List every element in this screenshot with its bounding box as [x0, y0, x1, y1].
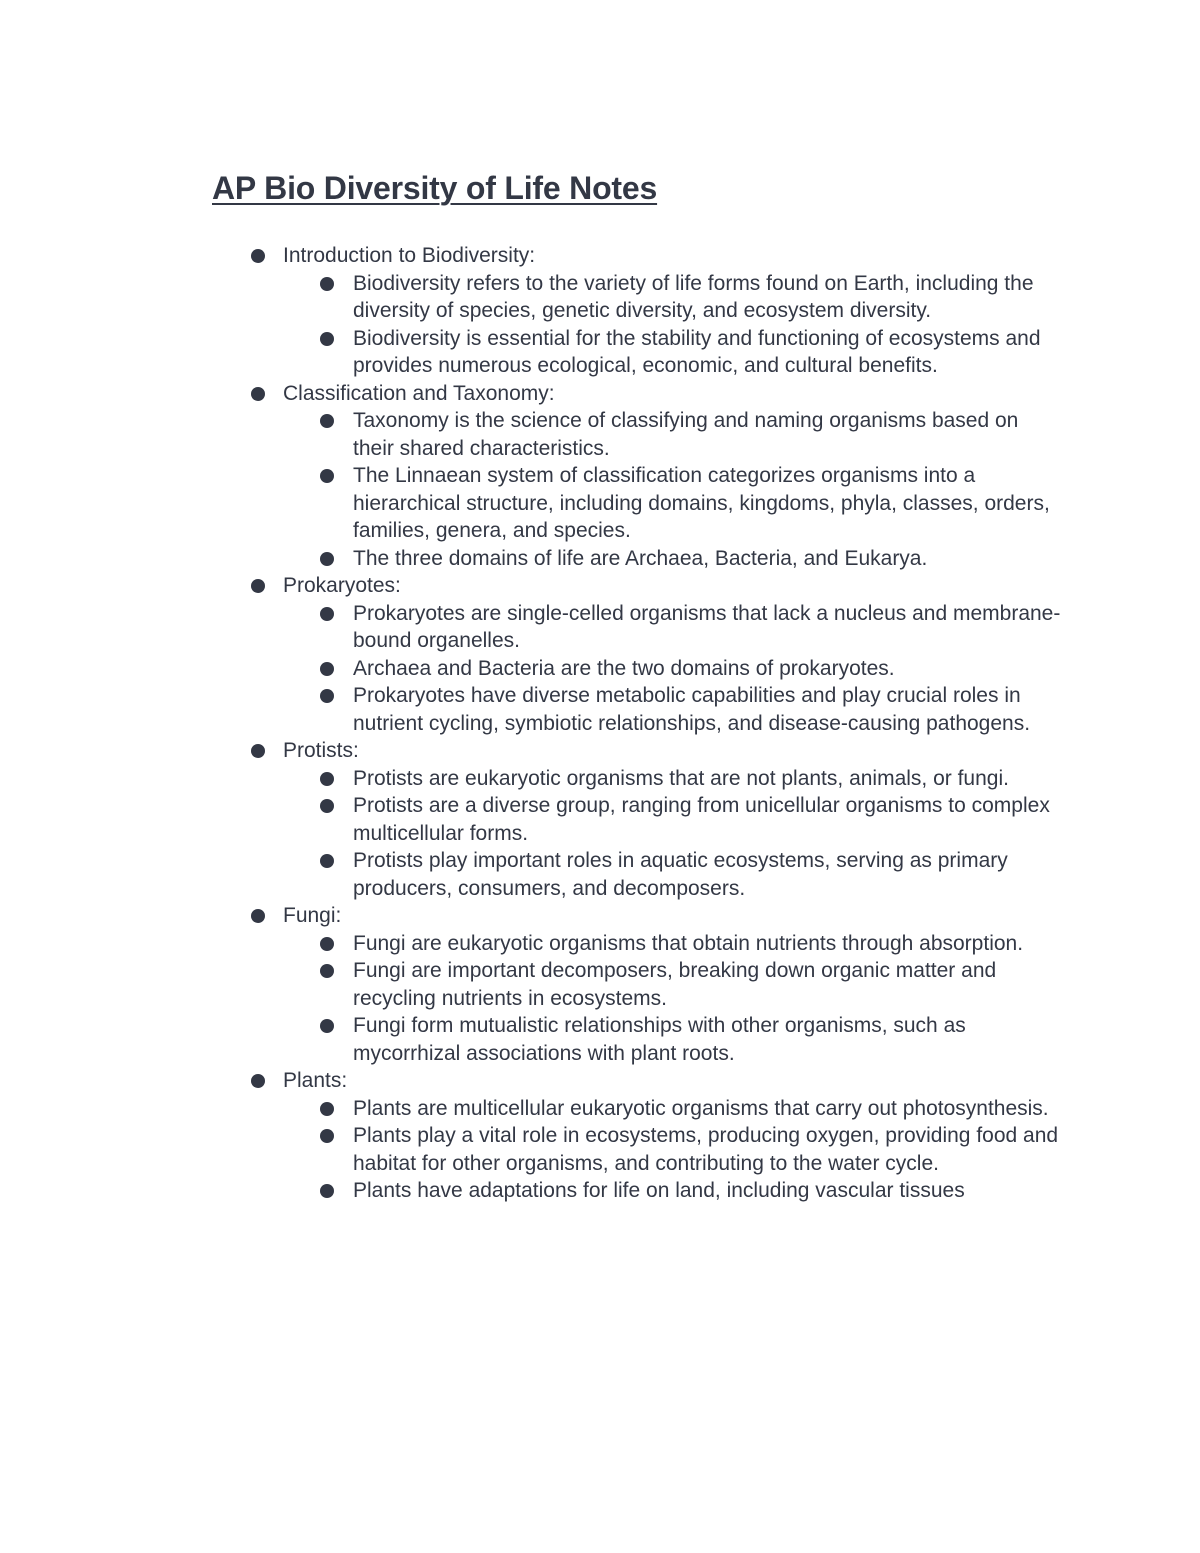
section-heading [0, 242, 1200, 270]
bullet-icon [320, 1102, 334, 1116]
sub-list [0, 407, 1200, 572]
bullet-icon [320, 964, 334, 978]
list-item-text: Protists play important roles in aquatic ecosystems, serving as primary producers, consumers, and decomposers. [353, 849, 1008, 900]
list-item [0, 792, 1063, 847]
bullet-icon [320, 1184, 334, 1198]
list-item-text: Prokaryotes have diverse metabolic capabilities and play crucial roles in nutrient cycling, symbiotic relationships, and disease-causing pathogens. [353, 684, 1031, 735]
bullet-icon [251, 387, 265, 401]
section-heading [0, 737, 1200, 765]
list-item-text: Biodiversity refers to the variety of life forms found on Earth, including the diversity of species, genetic diversity, and ecosystem diversity. [353, 271, 1034, 322]
bullet-icon [320, 662, 334, 676]
bullet-icon [320, 277, 334, 291]
sub-list [0, 270, 1200, 380]
bullet-icon [251, 909, 265, 923]
list-item-text: Plants play a vital role in ecosystems, producing oxygen, providing food and habitat for other organisms, and contributing to the water cycle. [353, 1124, 1059, 1175]
section-heading-text: Protists: [283, 739, 359, 762]
page-title: AP Bio Diversity of Life Notes [212, 170, 658, 206]
section-heading [0, 572, 1200, 600]
list-item [0, 545, 1063, 573]
list-item-text: Plants have adaptations for life on land, including vascular tissues [353, 1179, 965, 1202]
bullet-icon [251, 249, 265, 263]
list-item [0, 847, 1063, 902]
bullet-icon [320, 937, 334, 951]
list-item-text: Prokaryotes are single-celled organisms that lack a nucleus and membrane-bound organelles. [353, 601, 1061, 652]
section-fungi [0, 902, 1200, 1067]
section-heading [0, 1067, 1200, 1095]
list-item-text: Biodiversity is essential for the stability and functioning of ecosystems and provides numerous ecological, economic, and cultural benefits. [353, 326, 1041, 377]
section-heading [0, 902, 1200, 930]
section-introduction-to-biodiversity [0, 242, 1200, 380]
list-item [0, 655, 1063, 683]
list-item-text: Fungi form mutualistic relationships with other organisms, such as mycorrhizal associations with plant roots. [353, 1014, 966, 1065]
bullet-icon [320, 689, 334, 703]
bullet-icon [320, 332, 334, 346]
bullet-icon [320, 552, 334, 566]
sub-list [0, 600, 1200, 738]
list-item [0, 270, 1063, 325]
sub-list [0, 930, 1200, 1068]
list-item [0, 1095, 1063, 1123]
list-item-text: Plants are multicellular eukaryotic organisms that carry out photosynthesis. [353, 1096, 1049, 1120]
list-item [0, 325, 1063, 380]
list-item [0, 1012, 1063, 1067]
bullet-icon [320, 414, 334, 428]
section-heading-text: Prokaryotes: [283, 574, 401, 597]
section-heading-text: Fungi: [283, 904, 342, 927]
bullet-icon [251, 744, 265, 758]
list-item [0, 682, 1063, 737]
sub-list [0, 1095, 1200, 1205]
bullet-icon [251, 579, 265, 593]
bullet-icon [320, 772, 334, 786]
list-item-text: Protists are eukaryotic organisms that are not plants, animals, or fungi. [353, 766, 1009, 790]
list-item [0, 957, 1063, 1012]
list-item [0, 600, 1063, 655]
section-heading [0, 380, 1200, 408]
list-item-text: The Linnaean system of classification categorizes organisms into a hierarchical structure, including domains, kingdoms, phyla, classes, orders, families, genera, and species. [353, 464, 1050, 542]
section-plants [0, 1067, 1200, 1205]
bullet-icon [251, 1074, 265, 1088]
bullet-icon [320, 1129, 334, 1143]
bullet-icon [320, 1019, 334, 1033]
notes-outline [0, 242, 1200, 1205]
section-classification-and-taxonomy [0, 380, 1200, 573]
bullet-icon [320, 607, 334, 621]
list-item [0, 1122, 1063, 1177]
bullet-icon [320, 469, 334, 483]
bullet-icon [320, 799, 334, 813]
section-heading-text: Introduction to Biodiversity: [283, 244, 536, 267]
list-item [0, 1177, 1063, 1205]
list-item [0, 765, 1063, 793]
list-item [0, 407, 1063, 462]
section-heading-text: Plants: [283, 1069, 348, 1092]
section-prokaryotes [0, 572, 1200, 737]
list-item [0, 462, 1063, 545]
list-item-text: Protists are a diverse group, ranging from unicellular organisms to complex multicellular forms. [353, 794, 1050, 845]
bullet-icon [320, 854, 334, 868]
list-item-text: Taxonomy is the science of classifying and naming organisms based on their shared characteristics. [353, 409, 1019, 460]
list-item-text: Archaea and Bacteria are the two domains of prokaryotes. [353, 656, 895, 680]
list-item-text: Fungi are eukaryotic organisms that obtain nutrients through absorption. [353, 931, 1024, 955]
section-heading-text: Classification and Taxonomy: [283, 381, 555, 405]
list-item [0, 930, 1063, 958]
section-protists [0, 737, 1200, 902]
sub-list [0, 765, 1200, 903]
list-item-text: The three domains of life are Archaea, Bacteria, and Eukarya. [353, 546, 928, 570]
list-item-text: Fungi are important decomposers, breaking down organic matter and recycling nutrients in ecosystems. [353, 959, 997, 1010]
